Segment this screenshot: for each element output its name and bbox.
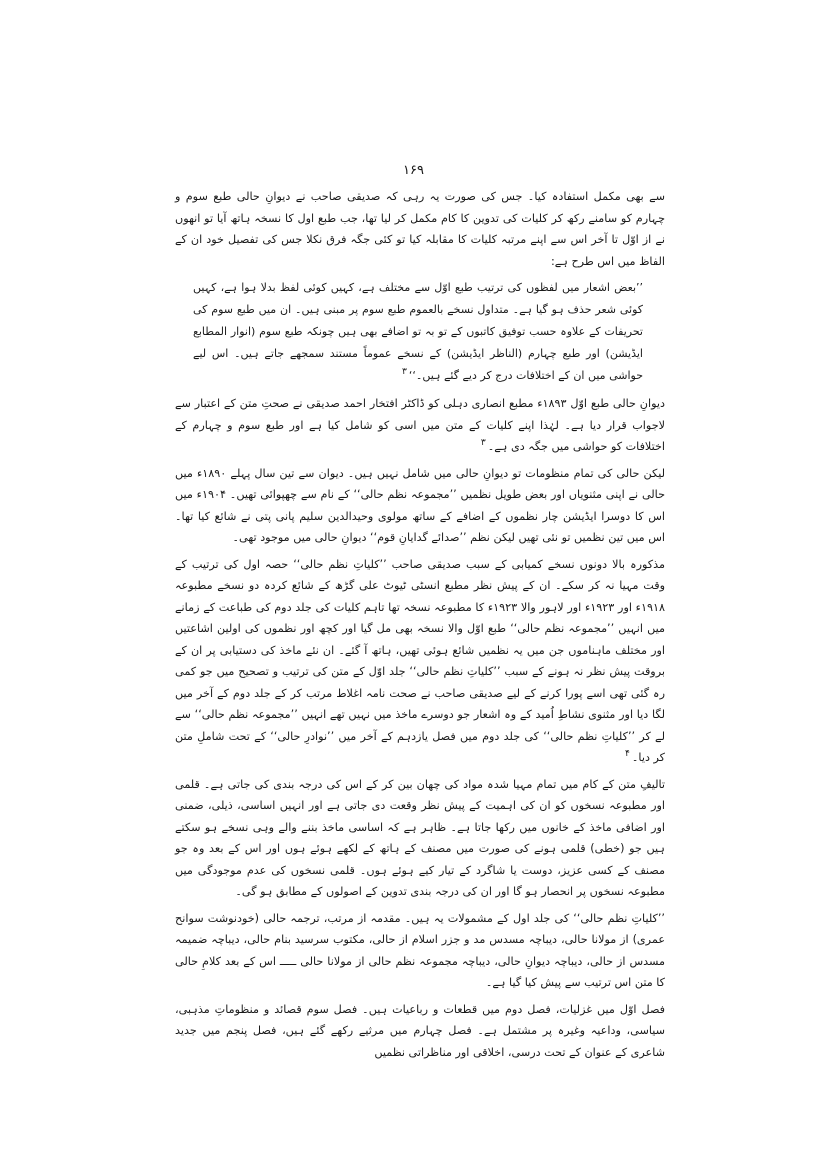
paragraph-sources: مذکورہ بالا دونوں نسخے کمیابی کے سبب صدیقی صاحب ’’کلیاتِ نظم حالی‘‘ حصہ اول کی ترتیب کے وقت مہیا نہ کر سکے۔ ان کے پیش نظر مطبع انسٹی ٹیوٹ علی گڑھ کے شائع کردہ دو نسخے مطبوعہ ۱۹۱۸ء اور ۱۹۲۳ء اور لاہور والا ۱۹۲۳ء کا مطبوعہ نسخہ تھا تاہم کلیات کی جلد دوم کی طباعت کے زمانے میں انہیں ’’مجموعہ نظم حالی‘‘ طبع اوّل والا نسخہ بھی مل گیا اور کچھ اور نظموں کی اولین اشاعتیں اور مختلف ماہناموں جن میں یہ نظمیں شائع ہوئی تھیں، ہاتھ آ گئے۔ ان نئے ماخذ کی دستیابی پر ان کے بروقت پیش نظر نہ ہونے کے سبب ’’کلیاتِ نظم حالی‘‘ جلد اوّل کے متن کی ترتیب و تصحیح میں جو کمی رہ گئی تھی اسے پورا کرنے کے لیے صدیقی صاحب نے صحت نامہ اغلاط مرتب کر کے جلد دوم کے آخر میں لگا دیا اور مثنوی نشاطِ اُمید کے وہ اشعار جو دوسرے ماخذ میں نہیں تھے انہیں ’’مجموعہ نظم حالی‘‘ سے لے کر ’’کلیاتِ نظم حالی‘‘ کی جلد دوم میں فصل یازدہم کے آخر میں ’’نوادرِ حالی‘‘ کے تحت شاملِ متن کر دیا۔$^۴$ [175, 557, 665, 764]
block-quote: ’’بعض اشعار میں لفظوں کی ترتیب طبع اوّل سے مختلف ہے، کہیں کوئی لفظ بدلا ہوا ہے، کہیں کوئی شعر حذف ہو گیا ہے۔ متداول نسخے بالعموم طبع سوم پر مبنی ہیں۔ ان میں طبع سوم کی تحریفات کے علاوہ حسب توفیق کاتبوں کے تو بہ تو اضافے بھی ہیں چونکہ طبع سوم (انوار المطابع ایڈیشن) اور طبع چہارم (الناظر ایڈیشن) کے نسخے عموماً مستند سمجھے جاتے ہیں۔ اس لیے حواشی میں ان کے اختلافات درج کر دیے گئے ہیں۔‘‘$^۳$ [193, 281, 643, 382]
paragraph-contents: ’’کلیاتِ نظم حالی‘‘ کی جلد اول کے مشمولات یہ ہیں۔ مقدمہ از مرتب، ترجمہ حالی (خودنوشت سوانح عمری) از مولانا حالی، دیباچہ مسدس مد و جزر اسلام از حالی، مکتوب سرسید بنام حالی، دیباچہ ضمیمہ مسدس از حالی، دیباچہ دیوانِ حالی، دیباچہ مجموعہ نظم حالی از مولانا حالی ـــــ اس کے بعد کلامِ حالی کا متن اس ترتیب سے پیش کیا گیا ہے۔ [175, 911, 665, 989]
paragraph-text-compilation: تالیفِ متن کے کام میں تمام مہیا شدہ مواد کی چھان بین کر کے اس کی درجہ بندی کی جاتی ہے۔ قلمی اور مطبوعہ نسخوں کو ان کی اہمیت کے پیش نظر وقعت دی جاتی ہے اور انہیں اساسی، ذیلی، ضمنی اور اضافی ماخذ کے خانوں میں رکھا جاتا ہے۔ ظاہر ہے کہ اساسی ماخذ بننے والے وہی نسخے ہو سکتے ہیں جو (خطی) قلمی ہونے کی صورت میں مصنف کے ہاتھ کے لکھے ہوئے ہوں اور اس کے بعد وہ جو مصنف کے کسی عزیز، دوست یا شاگرد کے تیار کیے ہوئے ہوں۔ قلمی نسخوں کی عدم موجودگی میں مطبوعہ نسخوں پر انحصار ہو گا اور ان کی درجہ بندی تدوین کے اصولوں کے مطابق ہو گی۔ [175, 777, 665, 898]
footnote-reference: ۴ [625, 749, 630, 760]
paragraph-intro: سے بھی مکمل استفادہ کیا۔ جس کی صورت یہ رہی کہ صدیقی صاحب نے دیوانِ حالی طبع سوم و چہارم کو سامنے رکھ کر کلیات کی تدوین کا کام مکمل کر لیا تھا، جب طبع اول کا نسخہ ہاتھ آیا تو انھوں نے از اوّل تا آخر اس سے اپنے مرتبہ کلیات کا مقابلہ کیا تو کئی جگہ فرق نکلا جس کی تفصیل خود ان کے الفاظ میں اس طرح ہے: [175, 190, 665, 268]
footnote-reference: ۳ [402, 367, 407, 378]
page-number: ۱۶۹ [403, 163, 424, 178]
page-body [175, 186, 665, 1068]
paragraph-collections: لیکن حالی کی تمام منظومات تو دیوانِ حالی میں شامل نہیں ہیں۔ دیوان سے تین سال پہلے ۱۸۹۰ء میں حالی نے اپنی مثنویاں اور بعض طویل نظمیں ’’مجموعہ نظم حالی‘‘ کے نام سے چھپوائی تھیں۔ ۱۹۰۴ء میں اس کا دوسرا ایڈیشن چار نظموں کے اضافے کے ساتھ مولوی وحیدالدین سلیم پانی پتی نے شائع کیا تھا۔ اس میں تین نظمیں تو نئی تھیں لیکن نظم ’’صدائے گدایانِ قوم‘‘ دیوانِ حالی میں موجود تھی۔ [175, 466, 666, 544]
paragraph-sections: فصل اوّل میں غزلیات، فصل دوم میں قطعات و رباعیات ہیں۔ فصل سوم قصائد و منظوماتِ مذہبی، سیاسی، وداعیہ وغیرہ پر مشتمل ہے۔ فصل چہارم میں مرثیے رکھے گئے ہیں، فصل پنجم میں جدید شاعری کے عنوان کے تحت درسی، اخلاقی اور مناظراتی نظمیں [175, 1002, 665, 1059]
paragraph-first-edition: دیوانِ حالی طبع اوّل ۱۸۹۳ء مطبع انصاری دہلی کو ڈاکٹر افتخار احمد صدیقی نے صحتِ متن کے اعتبار سے لاجواب قرار دیا ہے۔ لہٰذا اپنے کلیات کے متن میں اسی کو شامل کیا ہے اور طبع سوم و چہارم کے اختلافات کو حواشی میں جگہ دی ہے۔$^۳$ [175, 397, 665, 453]
footnote-reference: ۳ [480, 438, 486, 449]
